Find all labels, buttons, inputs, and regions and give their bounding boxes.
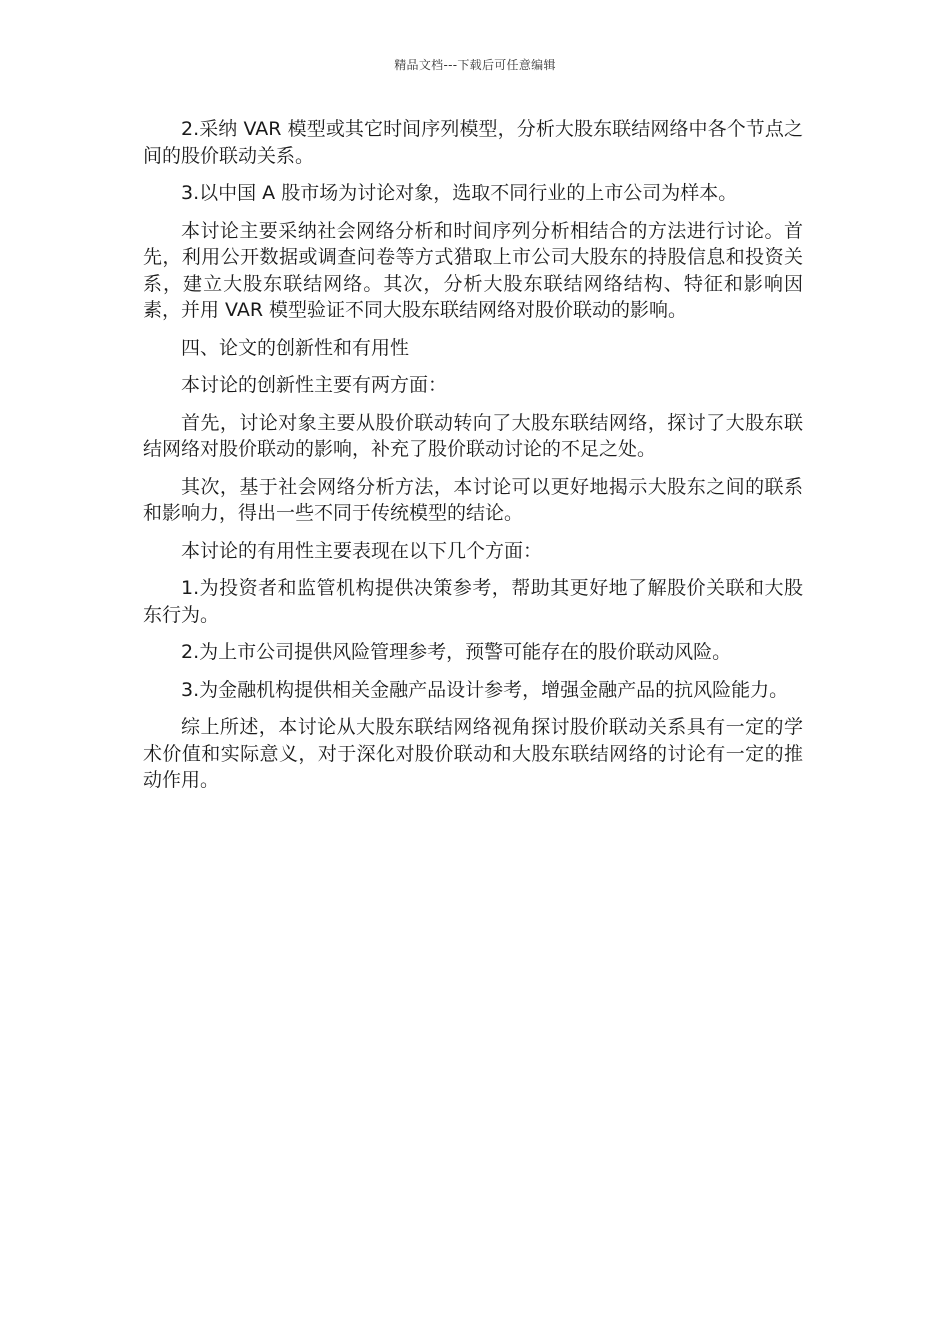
paragraph-sample-scope: 3.以中国 A 股市场为讨论对象，选取不同行业的上市公司为样本。 <box>181 182 738 204</box>
paragraph-innovation-second: 其次，基于社会网络分析方法，本讨论可以更好地揭示大股东之间的联系和影响力，得出一些不同于传统模型的结论。 <box>143 475 803 524</box>
paragraph-usefulness-3: 3.为金融机构提供相关金融产品设计参考，增强金融产品的抗风险能力。 <box>181 678 789 701</box>
paragraph-innovation-intro: 本讨论的创新性主要有两方面： <box>181 374 448 396</box>
paragraph-usefulness-1: 1.为投资者和监管机构提供决策参考，帮助其更好地了解股价关联和大股东行为。 <box>143 577 803 626</box>
paragraph-innovation-first: 首先，讨论对象主要从股价联动转向了大股东联结网络，探讨了大股东联结网络对股价联动的影响，补充了股价联动讨论的不足之处。 <box>143 411 803 460</box>
paragraph-method-var: 2.采纳 VAR 模型或其它时间序列模型，分析大股东联结网络中各个节点之间的股价联动关系。 <box>143 118 803 167</box>
paragraph-methodology: 本讨论主要采纳社会网络分析和时间序列分析相结合的方法进行讨论。首先，利用公开数据或调查问卷等方式猎取上市公司大股东的持股信息和投资关系，建立大股东联结网络。其次，分析大股东联结网络结构、特征和影响因素，并用 VAR 模型验证不同大股东联结网络对股价联动的影响。 <box>143 219 803 321</box>
section-heading-innovation: 四、论文的创新性和有用性 <box>181 336 410 359</box>
page-header: 精品文档---下载后可任意编辑 <box>394 58 556 72</box>
paragraph-usefulness-2: 2.为上市公司提供风险管理参考，预警可能存在的股价联动风险。 <box>181 641 732 663</box>
paragraph-conclusion: 综上所述，本讨论从大股东联结网络视角探讨股价联动关系具有一定的学术价值和实际意义，对于深化对股价联动和大股东联结网络的讨论有一定的推动作用。 <box>143 716 803 791</box>
paragraph-usefulness-intro: 本讨论的有用性主要表现在以下几个方面： <box>181 539 543 562</box>
document-body <box>143 116 803 805</box>
